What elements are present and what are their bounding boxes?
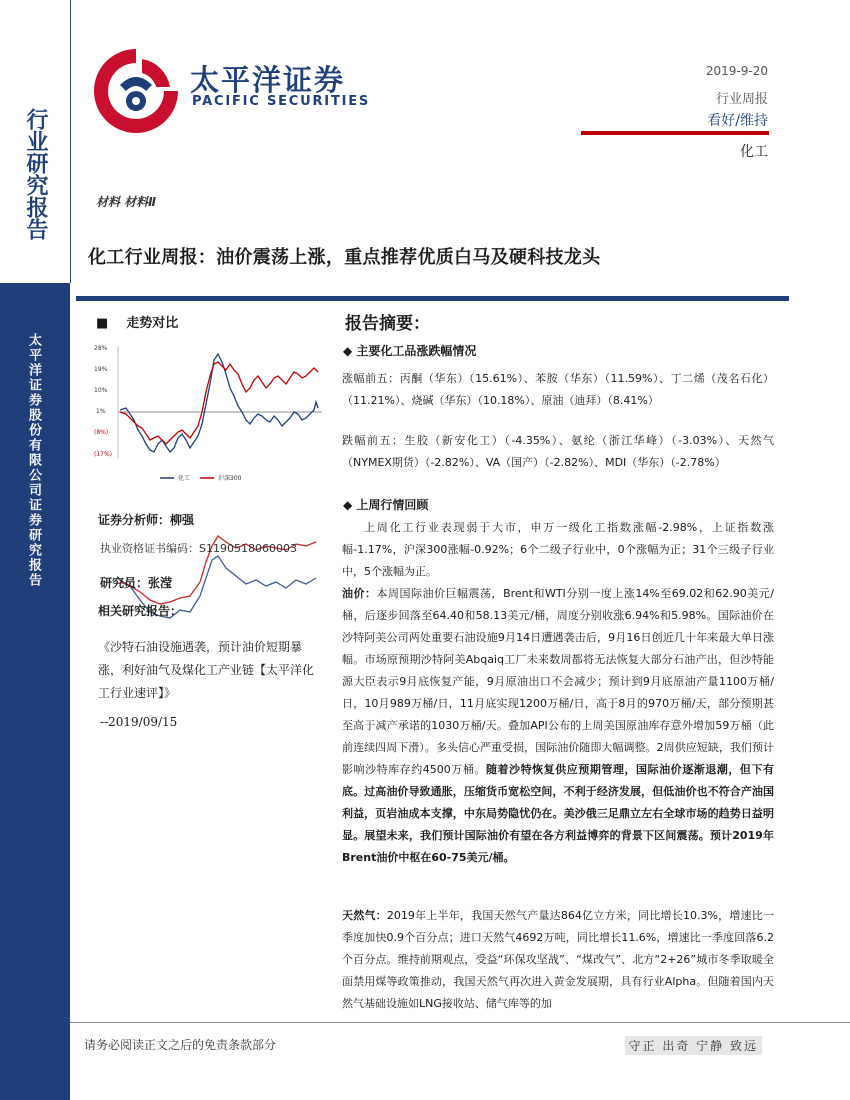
- category: 材料 材料Ⅱ: [96, 195, 157, 209]
- summary-title: 报告摘要：: [345, 314, 430, 334]
- certificate-number: 执业资格证书编码：S1190518060003: [100, 542, 297, 555]
- oil-bold-text: 随着沙特恢复供应预期管理，国际油价逐渐退潮，但下有底。过高油价导致通胀，压缩货币宽松空间，不利于经济发展，但低油价也不符合产油国利益，页岩油成本支撑，中东局势隐忧仍在。美沙俄三足鼎立左右全球市场的趋势日益明显。展望未来，我们预计国际油价有望在各方利益博弈的背景下区间震荡。预计2019年Brent油价中枢在60-75美元/桶。: [342, 763, 774, 864]
- gainers-paragraph: 涨幅前五：丙酮（华东）（15.61%）、苯胺（华东）（11.59%）、丁二烯（茂名石化）（11.21%）、烧碱（华东）（10.18%）、原油（迪拜）（8.41%）: [342, 372, 774, 407]
- section-market-review: ◆ 上周行情回顾: [343, 498, 429, 512]
- legend-chemical: 化工: [178, 475, 191, 482]
- oil-text: 本周国际油价巨幅震荡，Brent和WTI分别一度上涨14%至69.02和62.90美元/桶，后逐步回落至64.40和58.13美元/桶，周度分别收涨6.94%和5.98%。国际油价在沙特阿美公司两处重要石油设施9月14日遭遇袭击后，9月16日创近几十年来最大单日涨幅。市场原预期沙特阿美Abqaiq工厂未来数周都将无法恢复大部分石油产出，但沙特能源大臣表示9月底恢复产能，9月原油出口不会减少；预计到9月底原油产量1100万桶/日，10月989万桶/日，11月底实现1200万桶/日，高于8月的970万桶/天，部分预期甚至高于减产承诺的1030万桶/天。叠加API公布的上周美国原油库存意外增加59万桶（此前连续四周下滑）。多头信心严重受损，国际油价随即大幅调整。2周供应短缺，我们预计影响沙特库存约4500万桶。: [342, 587, 774, 776]
- rating-underline: [581, 131, 769, 135]
- brand-name-en: PACIFIC SECURITIES: [192, 94, 371, 109]
- report-type-vertical: 行业研究报告: [23, 108, 48, 240]
- report-date: 2019-9-20: [705, 64, 768, 78]
- analyst-name: 证券分析师：柳强: [98, 513, 195, 527]
- gas-paragraph: [342, 905, 774, 1017]
- y-tick-label: 28%: [94, 345, 108, 352]
- y-tick-label: 1%: [96, 408, 106, 415]
- losers-paragraph: 跌幅前五：生胶（新安化工）（-4.35%）、氨纶（浙江华峰）（-3.03%）、天然气（NYMEX期货）（-2.82%）、VA（国产）（-2.82%）、MDI（华东）（-2.78%）: [342, 434, 774, 469]
- related-reports-label: 相关研究报告：: [98, 604, 183, 618]
- industry: 化工: [740, 144, 768, 160]
- y-tick-label: (8%): [94, 429, 109, 436]
- footer-divider: [70, 1022, 850, 1023]
- disclaimer-note: 请务必阅读正文之后的免责条款部分: [84, 1038, 277, 1052]
- sidebar: [0, 0, 70, 1100]
- company-motto: 守正 出奇 宁静 致远: [625, 1036, 762, 1055]
- section-price-changes: ◆ 主要化工品涨跌幅情况: [343, 344, 477, 358]
- oil-paragraph: [342, 583, 774, 869]
- brand-name-cn: 太平洋证券: [190, 63, 346, 97]
- series-chemical-line: [120, 354, 318, 452]
- trend-chart: [90, 340, 330, 488]
- bullet-square: ■: [96, 316, 109, 331]
- legend-hs300: 沪深300: [218, 475, 242, 482]
- y-tick-label: 10%: [94, 387, 108, 394]
- series-hs300-line: [120, 362, 318, 444]
- gas-text: 2019年上半年，我国天然气产量达864亿立方米，同比增长10.3%，增速比一季度加快0.9个百分点；进口天然气4692万吨，同比增长11.6%，增速比一季度回落6.2个百分点。维持前期观点，受益“环保攻坚战”、“煤改气”、北方“2+26”城市冬季取暖全面禁用煤等政策推动，我国天然气再次进入黄金发展期，具有行业Alpha。但随着国内天然气基础设施如LNG接收站、储气库等的加: [342, 909, 774, 1010]
- trend-heading: [96, 312, 178, 331]
- pacific-securities-logo: [90, 45, 182, 137]
- related-report-title[interactable]: 《沙特石油设施遇袭，预计油价短期暴涨，利好油气及煤化工产业链【太平洋化工行业速评】》: [98, 640, 315, 700]
- rating: 看好/维持: [707, 113, 768, 129]
- market-review-paragraph: 上周化工行业表现弱于大市，申万一级化工指数涨幅-2.98%，上证指数涨幅-1.17%，沪深300涨幅-0.92%；6个二级子行业中，0个涨幅为正；31个三级子行业中，5个涨幅为正。: [342, 521, 774, 578]
- gas-label: 天然气：: [342, 909, 387, 922]
- page-title: 化工行业周报：油价震荡上涨，重点推荐优质白马及硬科技龙头: [88, 247, 601, 268]
- trend-heading-text: 走势对比: [126, 316, 179, 331]
- title-divider: [76, 296, 789, 301]
- y-tick-label: 19%: [94, 366, 108, 373]
- researcher: 研究员：张滢: [100, 576, 173, 590]
- y-tick-label: (17%): [94, 451, 113, 458]
- report-kind: 行业周报: [715, 92, 768, 107]
- analyst-label: [98, 509, 323, 528]
- oil-label: 油价：: [342, 587, 377, 600]
- related-report-date: --2019/09/15: [100, 715, 178, 729]
- company-vertical: 太平洋证券股份有限公司证券研究报告: [26, 333, 41, 588]
